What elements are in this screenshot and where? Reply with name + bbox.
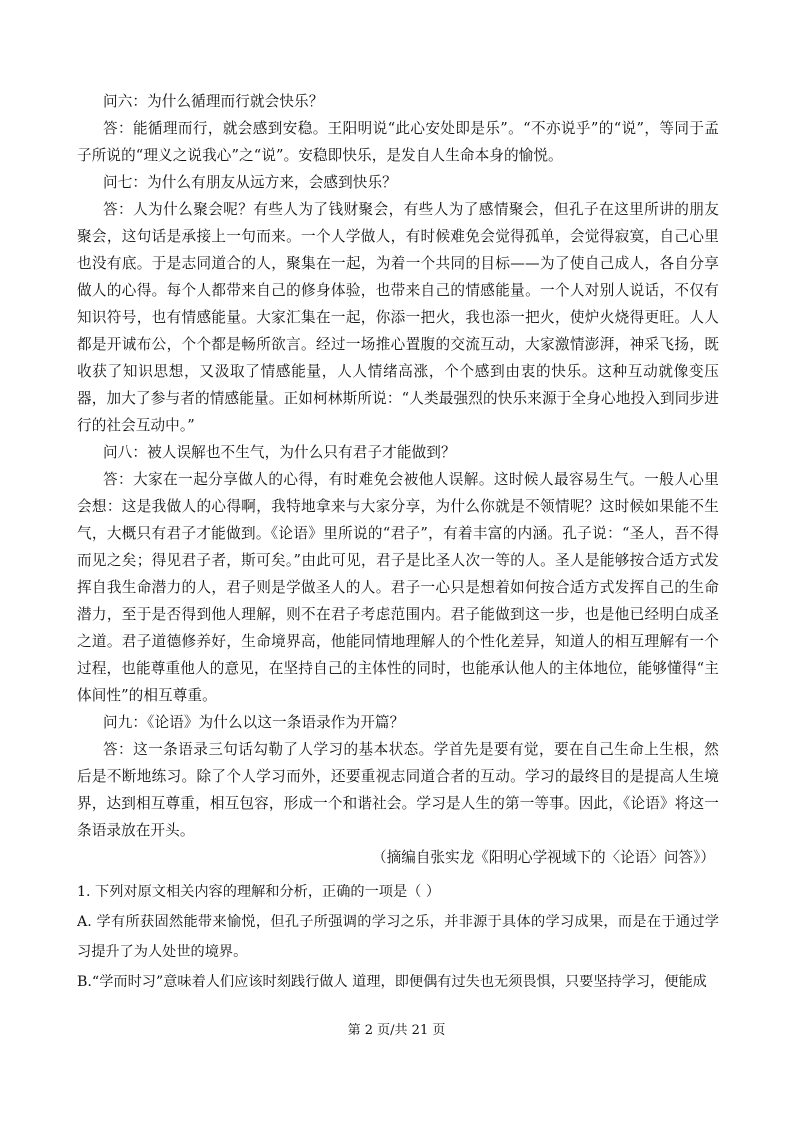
source-citation: （摘编自张实龙《阳明心学视域下的〈论语〉问答》） xyxy=(372,849,715,866)
question-six: 问六：为什么循理而行就会快乐？ xyxy=(103,93,324,110)
answer-nine: 答：这一条语录三句话勾勒了人学习的基本状态。学首先是要有觉，要在自己生命上生根，然后是不断地练习。除了个人学习而外，还要重视志同道合者的互动。学习的最终目的是提高人生境界，达到相互尊重，相互包容，形成一个和谐社会。学习是人生的第一等事。因此，《论语》将这一条语录放在开头。 xyxy=(77,741,719,839)
page-body xyxy=(77,88,719,997)
page-number-footer: 第 2 页/共 21 页 xyxy=(347,1023,446,1038)
question-eight: 问八：被人误解也不生气，为什么只有君子才能做到？ xyxy=(103,444,456,461)
answer-six: 答：能循理而行，就会感到安稳。王阳明说“此心安处即是乐”。“不亦说乎”的“说”，等同于孟子所说的“理义之说我心”之“说”。安稳即快乐，是发自人生命本身的愉悦。 xyxy=(77,120,719,164)
answer-seven: 答：人为什么聚会呢？有些人为了钱财聚会，有些人为了感情聚会，但孔子在这里所讲的朋友聚会，这句话是承接上一句而来。一个人学做人，有时候难免会觉得孤单，会觉得寂寞，自己心里也没有底。于是志同道合的人，聚集在一起，为着一个共同的目标——为了使自己成人，各自分享做人的心得。每个人都带来自己的修身体验，也带来自己的情感能量。一个人对别人说话，不仅有知识符号，也有情感能量。大家汇集在一起，你添一把火，我也添一把火，使炉火烧得更旺。人人都是开诚布公，个个都是畅所欲言。经过一场推心置腹的交流互动，大家激情澎湃，神采飞扬，既收获了知识思想，又汲取了情感能量，人人情绪高涨，个个感到由衷的快乐。这种互动就像变压器，加大了参与者的情感能量。正如柯林斯所说：“人类最强烈的快乐来源于全身心地投入到同步进行的社会互动中。” xyxy=(77,201,719,434)
option-b: B.“学而时习”意味着人们应该时刻践行做人 道理，即便偶有过失也无须畏惧，只要坚持学习，便能成 xyxy=(77,974,707,990)
question-stem: 1. 下列对原文相关内容的理解和分析，正确的一项是（ ） xyxy=(77,884,441,900)
question-seven: 问七：为什么有朋友从远方来，会感到快乐？ xyxy=(103,174,397,191)
option-a: A. 学有所获固然能带来愉悦，但孔子所强调的学习之乐，并非源于具体的学习成果，而是在于通过学习提升了为人处世的境界。 xyxy=(77,914,719,960)
question-nine: 问九：《论语》为什么以这一条语录作为开篇？ xyxy=(103,714,405,731)
answer-eight: 答：大家在一起分享做人的心得，有时难免会被他人误解。这时候人最容易生气。一般人心里会想：这是我做人的心得啊，我特地拿来与大家分享，为什么你就是不领情呢？这时候如果能不生气，大概只有君子才能做到。《论语》里所说的“君子”，有着丰富的内涵。孔子说：“圣人，吾不得而见之矣；得见君子者，斯可矣。”由此可见，君子是比圣人次一等的人。圣人是能够按合适方式发挥自我生命潜力的人，君子则是学做圣人的人。君子一心只是想着如何按合适方式发挥自己的生命潜力，至于是否得到他人理解，则不在君子考虑范围内。君子能做到这一步，也是他已经明白成圣之道。君子道德修养好，生命境界高，他能同情地理解人的个性化差异，知道人的相互理解有一个过程，也能尊重他人的意见，在坚持自己的主体性的同时，也能承认他人的主体地位，能够懂得“主体间性”的相互尊重。 xyxy=(77,471,719,704)
